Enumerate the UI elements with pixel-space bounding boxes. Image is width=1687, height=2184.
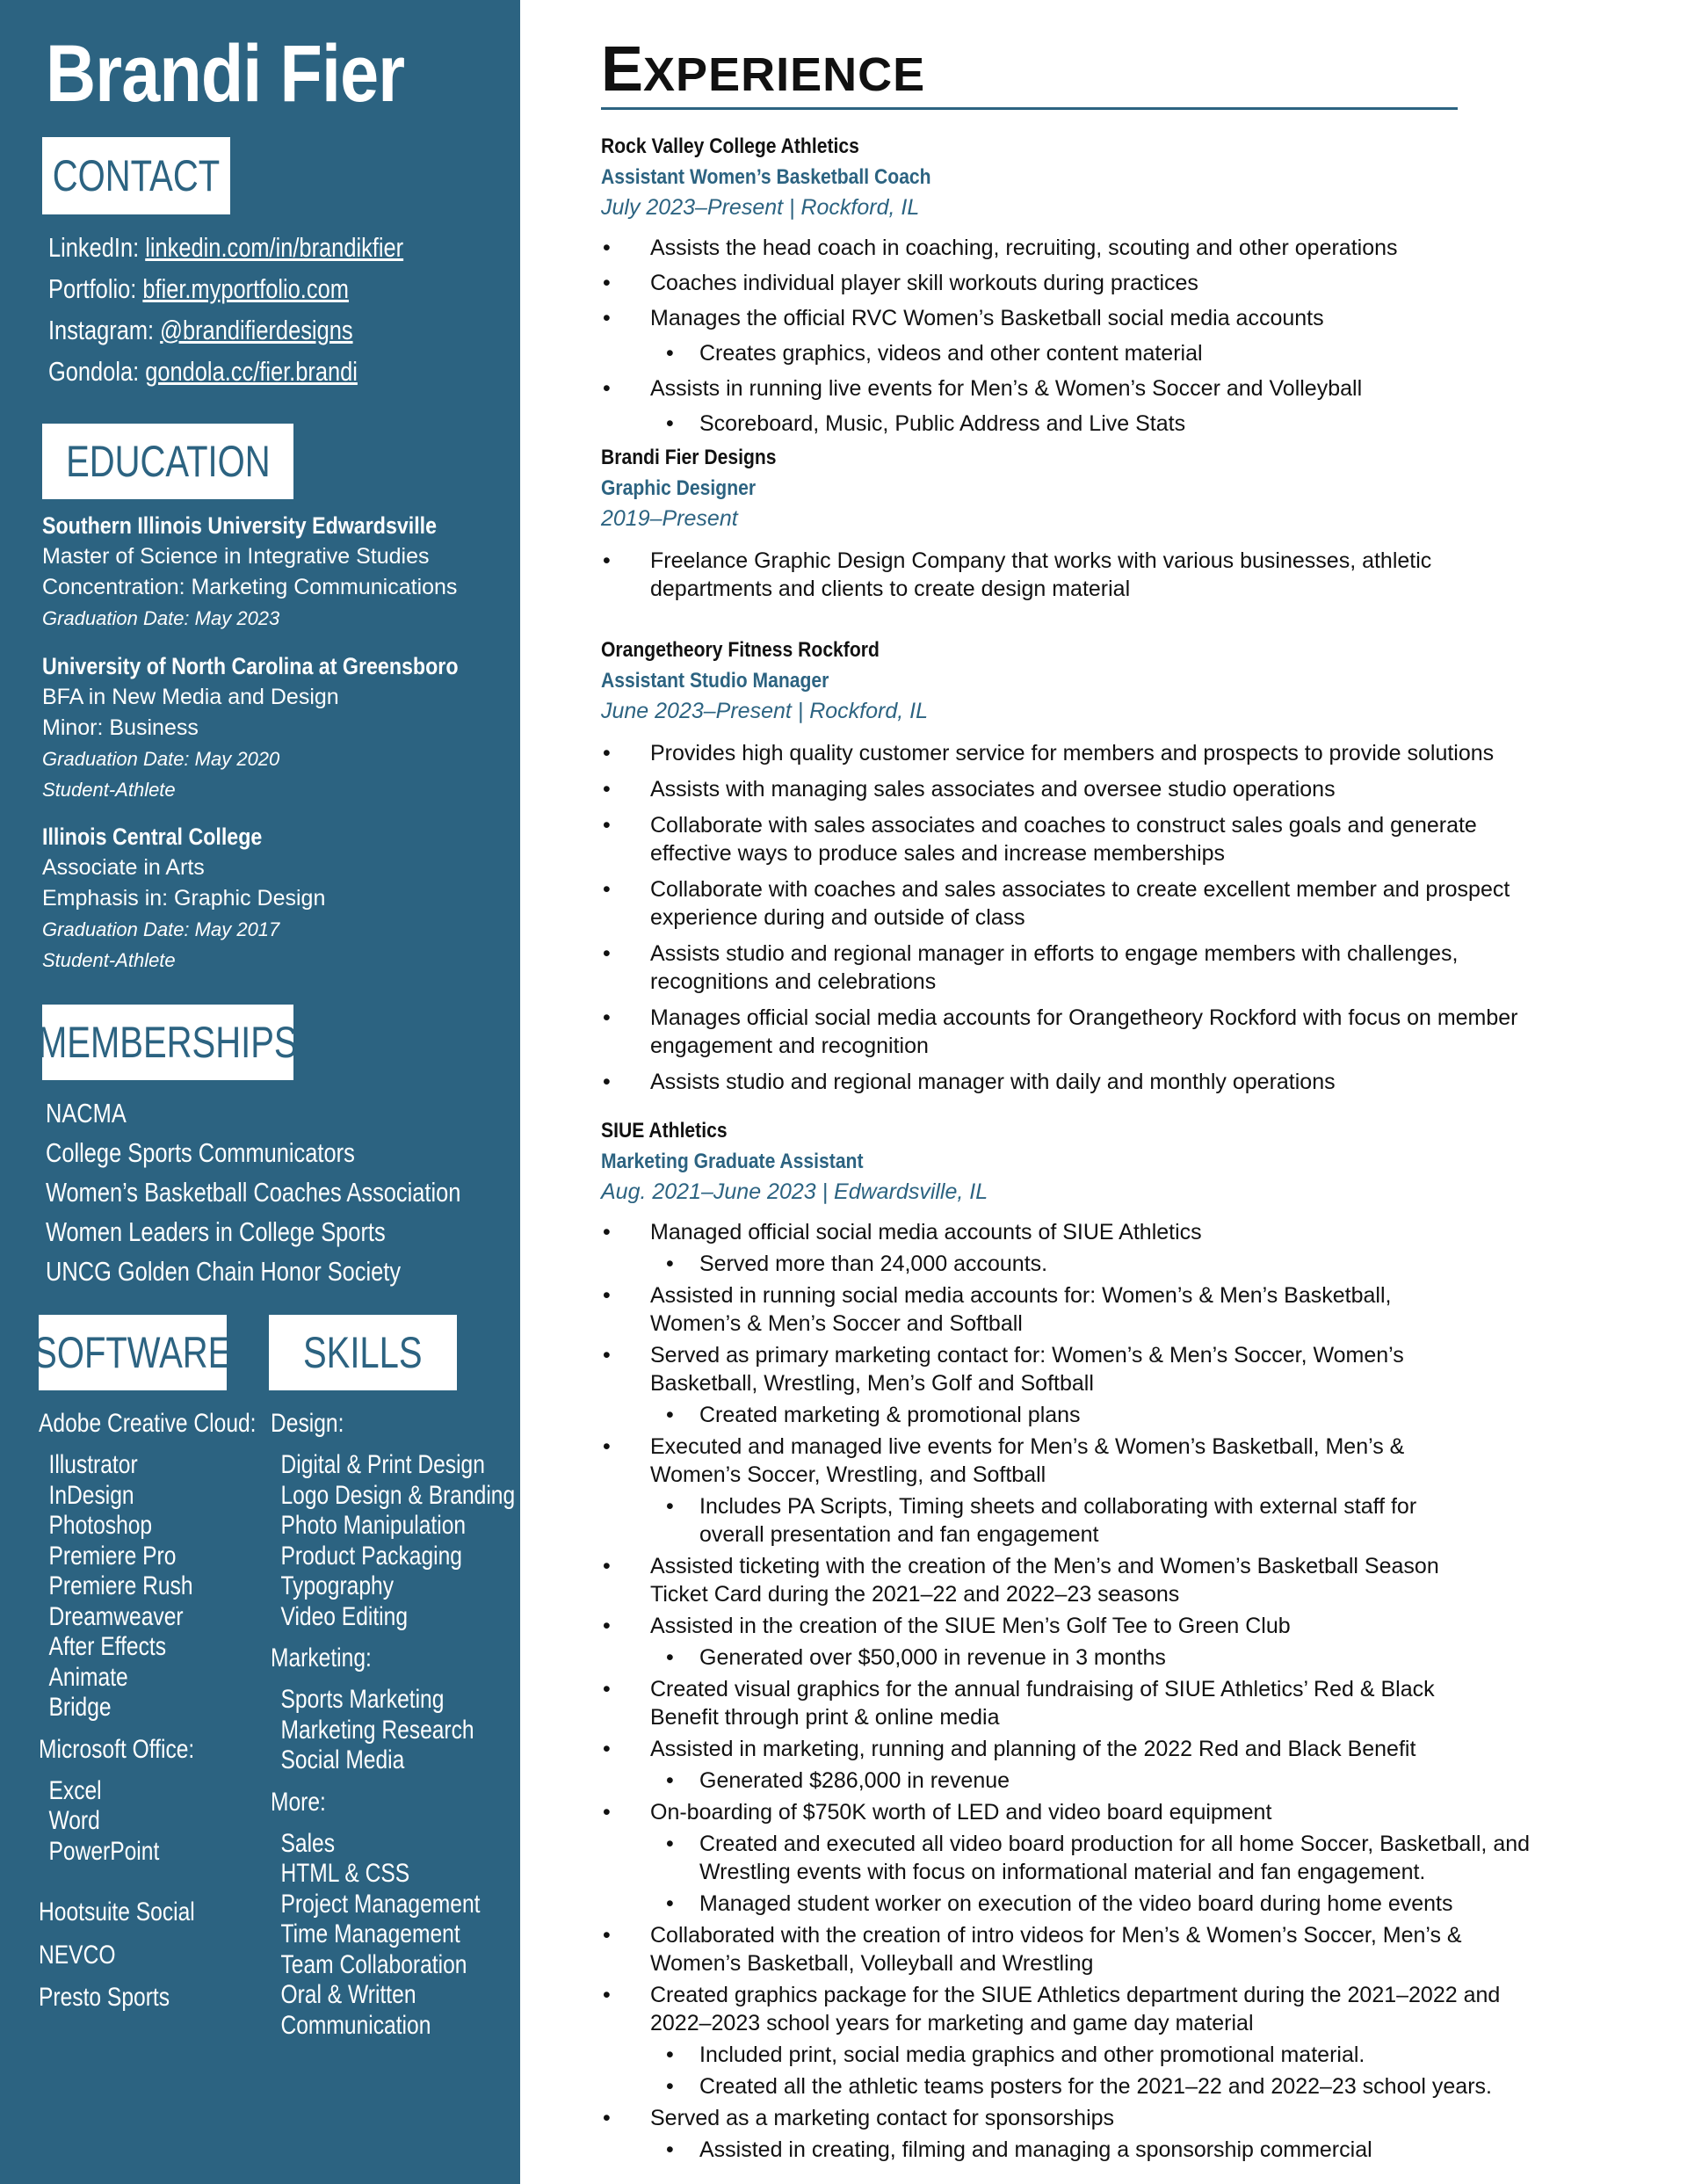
membership-item: UNCG Golden Chain Honor Society: [46, 1256, 402, 1287]
software-nevco: NEVCO: [39, 1941, 116, 1970]
job-entry: [601, 635, 1550, 1104]
student-athlete-note: Student-Athlete: [42, 779, 176, 801]
sub-bullet-item: • Created and executed all video board production for all home Soccer, Basketball, and Wrestling events with focus on informational material and fan engagement.: [601, 1830, 1532, 1886]
sub-bullet-item: • Generated $286,000 in revenue: [601, 1767, 1532, 1795]
software-item: After Effects: [48, 1632, 167, 1661]
membership-item: NACMA: [46, 1098, 127, 1128]
skill-item: Product Packaging: [280, 1541, 462, 1571]
software-hootsuite: Hootsuite Social: [39, 1897, 195, 1926]
job-role: Graphic Designer: [601, 476, 757, 500]
skill-item: Video Editing: [280, 1601, 409, 1631]
job-bullets: [601, 739, 1532, 1096]
school-name: University of North Carolina at Greensboro: [42, 653, 459, 679]
software-item: Dreamweaver: [48, 1601, 184, 1631]
graduation-date: Graduation Date: May 2020: [42, 748, 280, 770]
adobe-heading: Adobe Creative Cloud:: [39, 1409, 257, 1438]
job-organization: SIUE Athletics: [601, 1119, 728, 1143]
bullet-item: • Collaborated with the creation of intro videos for Men’s & Women’s Soccer, Men’s & Women’s Basketball, Volleyball and Wrestling: [601, 1921, 1532, 1977]
bullet-item: • Assisted in the creation of the SIUE Men’s Golf Tee to Green Club: [601, 1612, 1532, 1640]
job-organization: Brandi Fier Designs: [601, 446, 777, 469]
skill-item: Photo Manipulation: [280, 1511, 467, 1540]
skill-item: Typography: [280, 1571, 395, 1600]
contact-instagram: [48, 313, 353, 348]
job-entry: [601, 132, 1550, 445]
membership-item: College Sports Communicators: [46, 1137, 355, 1168]
gondola-link[interactable]: gondola.cc/fier.brandi: [145, 356, 358, 387]
bullet-item: • Coaches individual player skill workouts during practices: [601, 269, 1550, 297]
contact-portfolio: [48, 272, 349, 307]
job-bullets: [601, 547, 1480, 603]
bullet-item: • Freelance Graphic Design Company that works with various businesses, athletic departments and clients to create design material: [601, 547, 1480, 603]
job-entry: [601, 1116, 1550, 2167]
bullet-item: • Assisted in running social media accounts for: Women’s & Men’s Basketball, Women’s & Men’s Soccer and Softball: [601, 1281, 1532, 1338]
contact-label: LinkedIn:: [48, 232, 146, 263]
skill-item: Project Management: [280, 1889, 481, 1919]
heading-rule: [601, 107, 1458, 110]
sub-bullet-item: • Managed student worker on execution of the video board during home events: [601, 1890, 1532, 1918]
software-heading-box: [33, 1315, 232, 1390]
sub-bullet-item: • Assisted in creating, filming and managing a sponsorship commercial: [601, 2136, 1532, 2164]
contact-heading: CONTACT: [52, 151, 221, 200]
job-meta: 2019–Present: [601, 506, 738, 531]
job-role: Assistant Women’s Basketball Coach: [601, 165, 931, 189]
job-bullets: [601, 234, 1550, 438]
education-entry: [42, 821, 499, 976]
job-role: Assistant Studio Manager: [601, 669, 829, 693]
bullet-item: • Assists with managing sales associates and oversee studio operations: [601, 775, 1532, 803]
sub-bullet-item: • Scoreboard, Music, Public Address and Live Stats: [601, 410, 1550, 438]
software-item: Excel: [48, 1775, 102, 1805]
bullet-item: • Collaborate with sales associates and coaches to construct sales goals and generate effective ways to produce sales and increase memberships: [601, 811, 1532, 867]
design-heading: Design:: [271, 1409, 344, 1438]
job-bullets: [601, 1218, 1532, 2164]
job-meta: Aug. 2021–June 2023 | Edwardsville, IL: [601, 1179, 988, 1204]
software-item: Photoshop: [48, 1511, 153, 1540]
sub-bullet-item: • Creates graphics, videos and other content material: [601, 339, 1550, 367]
software-item: InDesign: [48, 1480, 134, 1510]
office-heading: Microsoft Office:: [39, 1734, 195, 1764]
graduation-date: Graduation Date: May 2017: [42, 918, 280, 940]
degree-line: Concentration: Marketing Communications: [42, 575, 458, 599]
skills-list: [271, 1408, 568, 2041]
software-list: [39, 1408, 304, 1867]
sub-bullet-item: • Created marketing & promotional plans: [601, 1401, 1532, 1429]
student-athlete-note: Student-Athlete: [42, 949, 176, 971]
instagram-link[interactable]: @brandifierdesigns: [160, 315, 353, 345]
skill-item: HTML & CSS: [280, 1859, 410, 1888]
software-item: PowerPoint: [48, 1836, 160, 1866]
memberships-list: [46, 1093, 552, 1291]
school-name: Illinois Central College: [42, 824, 263, 850]
bullet-item: • Manages the official RVC Women’s Basketball social media accounts: [601, 304, 1550, 332]
bullet-item: • On-boarding of $750K worth of LED and video board equipment: [601, 1798, 1532, 1826]
memberships-heading-box: [38, 1005, 298, 1080]
bullet-item: • Manages official social media accounts for Orangetheory Rockford with focus on member engagement and recognition: [601, 1004, 1532, 1060]
bullet-item: • Served as a marketing contact for sponsorships: [601, 2104, 1532, 2132]
bullet-item: • Assists the head coach in coaching, recruiting, scouting and other operations: [601, 234, 1550, 262]
sub-bullet-item: • Included print, social media graphics and other promotional material.: [601, 2041, 1532, 2069]
sub-bullet-item: • Served more than 24,000 accounts.: [601, 1250, 1532, 1278]
bullet-item: • Assists studio and regional manager with daily and monthly operations: [601, 1068, 1532, 1096]
degree-line: Associate in Arts: [42, 855, 205, 880]
membership-item: Women Leaders in College Sports: [46, 1216, 386, 1247]
skills-heading-box: [269, 1315, 457, 1390]
contact-linkedin: [48, 230, 403, 265]
job-role: Marketing Graduate Assistant: [601, 1150, 864, 1173]
software-presto: Presto Sports: [39, 1983, 170, 2012]
sidebar: [0, 0, 520, 2184]
skill-item: Team Collaboration: [280, 1949, 467, 1979]
bullet-item: • Assists in running live events for Men’s & Women’s Soccer and Volleyball: [601, 374, 1550, 403]
skill-item: Time Management: [280, 1919, 460, 1948]
school-name: Southern Illinois University Edwardsville: [42, 512, 438, 539]
marketing-heading: Marketing:: [271, 1643, 372, 1672]
bullet-item: • Collaborate with coaches and sales associates to create excellent member and prospect experience during and outside of class: [601, 875, 1532, 932]
contact-label: Portfolio:: [48, 273, 143, 304]
skill-item: Oral & Written: [280, 1980, 416, 2009]
candidate-name: Brandi Fier: [46, 29, 405, 119]
skill-item: Social Media: [280, 1745, 405, 1774]
job-organization: Orangetheory Fitness Rockford: [601, 638, 880, 662]
sub-bullet-item: • Created all the athletic teams posters for the 2021–22 and 2022–23 school years.: [601, 2072, 1532, 2101]
skills-heading: SKILLS: [303, 1328, 423, 1377]
bullet-item: • Managed official social media accounts of SIUE Athletics: [601, 1218, 1532, 1246]
experience-heading: EXPERIENCE: [601, 34, 926, 105]
bullet-item: • Assisted in marketing, running and planning of the 2022 Red and Black Benefit: [601, 1735, 1532, 1763]
software-item: Animate: [48, 1662, 128, 1692]
bullet-item: • Created visual graphics for the annual fundraising of SIUE Athletics’ Red & Black Benefit through print & online media: [601, 1675, 1532, 1731]
software-item: Illustrator: [48, 1450, 138, 1479]
skill-item: Marketing Research: [280, 1715, 474, 1745]
education-heading-box: [42, 424, 293, 499]
education-heading: EDUCATION: [65, 437, 271, 486]
job-entry: [601, 443, 1550, 606]
software-item: Bridge: [48, 1693, 112, 1722]
portfolio-link[interactable]: bfier.myportfolio.com: [142, 273, 349, 304]
software-heading: SOFTWARE: [33, 1328, 232, 1377]
bullet-item: • Executed and managed live events for Men’s & Women’s Basketball, Men’s & Women’s Soccer, Wrestling, and Softball: [601, 1433, 1532, 1489]
education-entry: [42, 510, 499, 634]
skill-item: Digital & Print Design: [280, 1450, 485, 1479]
skill-item: Logo Design & Branding: [280, 1480, 516, 1510]
software-item: Premiere Rush: [48, 1571, 193, 1600]
more-heading: More:: [271, 1787, 326, 1817]
contact-heading-box: [42, 137, 230, 214]
bullet-item: • Provides high quality customer service for members and prospects to provide solutions: [601, 739, 1532, 767]
education-entry: [42, 650, 499, 805]
degree-line: BFA in New Media and Design: [42, 685, 339, 709]
skill-item: Communication: [280, 2010, 431, 2040]
graduation-date: Graduation Date: May 2023: [42, 607, 280, 629]
bullet-item: • Created graphics package for the SIUE Athletics department during the 2021–2022 and 2022–2023 school years for marketing and game day material: [601, 1981, 1532, 2037]
bullet-item: • Assisted ticketing with the creation of the Men’s and Women’s Basketball Season Ticket Card during the 2021–22 and 2022–23 seasons: [601, 1552, 1532, 1608]
skill-item: Sales: [280, 1828, 336, 1858]
job-meta: June 2023–Present | Rockford, IL: [601, 699, 928, 723]
bullet-item: • Served as primary marketing contact for: Women’s & Men’s Soccer, Women’s Basketball, Wrestling, Men’s Golf and Softball: [601, 1341, 1532, 1397]
degree-line: Master of Science in Integrative Studies: [42, 544, 430, 569]
degree-line: Minor: Business: [42, 715, 199, 740]
job-meta: July 2023–Present | Rockford, IL: [601, 195, 920, 220]
contact-label: Instagram:: [48, 315, 161, 345]
skill-item: Sports Marketing: [280, 1685, 445, 1714]
contact-gondola: [48, 354, 358, 389]
bullet-item: • Assists studio and regional manager in efforts to engage members with challenges, recognitions and celebrations: [601, 940, 1532, 996]
sub-bullet-item: • Includes PA Scripts, Timing sheets and collaborating with external staff for overall presentation and fan engagement: [601, 1492, 1532, 1549]
job-organization: Rock Valley College Athletics: [601, 134, 859, 158]
degree-line: Emphasis in: Graphic Design: [42, 886, 326, 911]
software-item: Premiere Pro: [48, 1541, 177, 1571]
membership-item: Women’s Basketball Coaches Association: [46, 1177, 461, 1208]
contact-label: Gondola:: [48, 356, 146, 387]
sub-bullet-item: • Generated over $50,000 in revenue in 3 months: [601, 1643, 1532, 1672]
linkedin-link[interactable]: linkedin.com/in/brandikfier: [145, 232, 404, 263]
memberships-heading: MEMBERSHIPS: [38, 1018, 298, 1067]
software-item: Word: [48, 1806, 100, 1835]
